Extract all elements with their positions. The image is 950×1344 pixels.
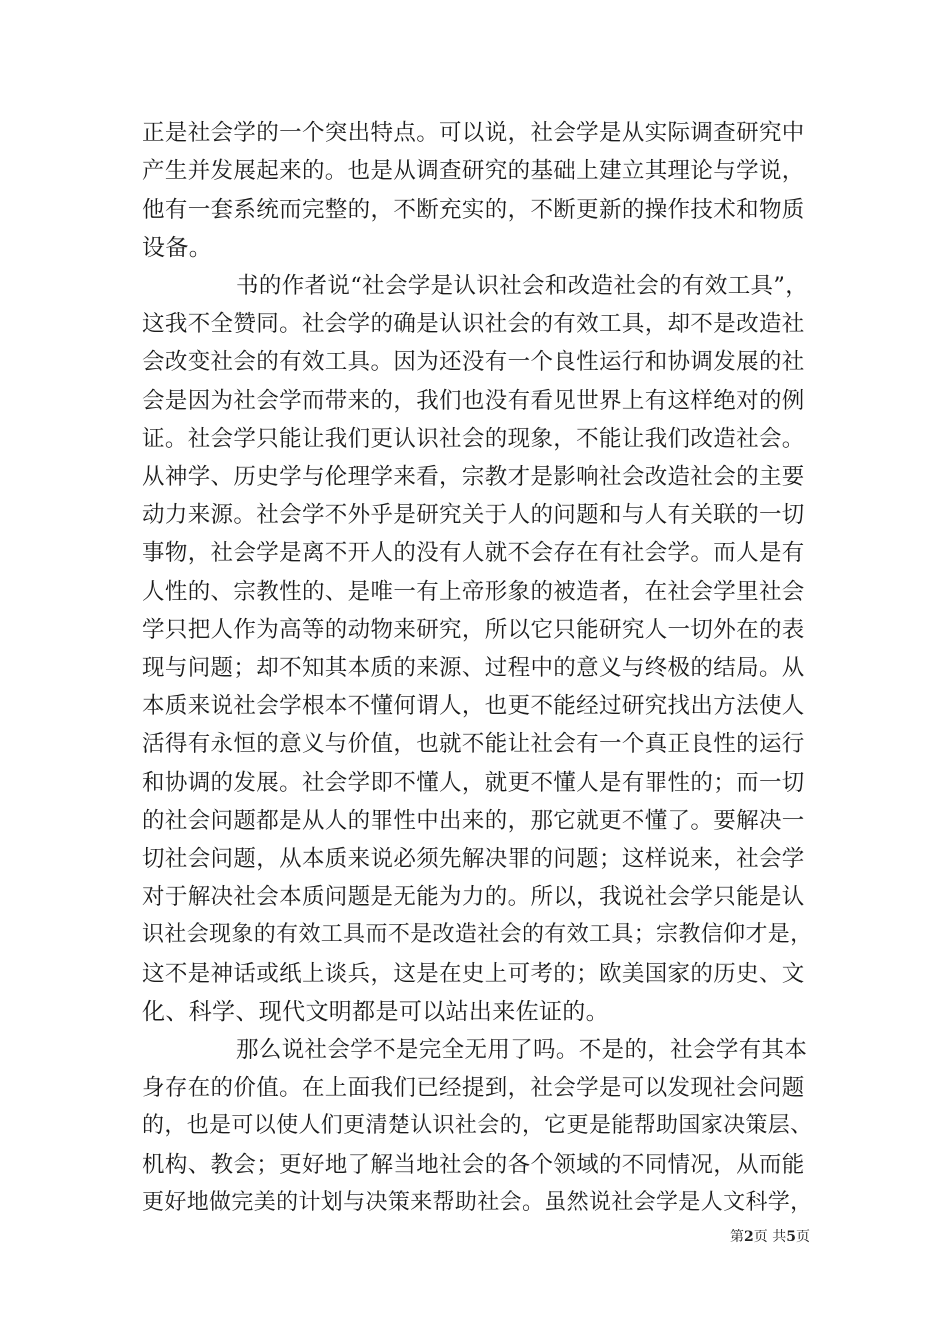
text-line: 的，也是可以使人们更清楚认识社会的，它更是能帮助国家决策层、 <box>142 1113 813 1138</box>
text-line: 学只把人作为高等的动物来研究，所以它只能研究人一切外在的表 <box>142 617 805 643</box>
text-line: 正是社会学的一个突出特点。可以说，社会学是从实际调查研究中 <box>142 120 805 146</box>
paragraph-first-line: 那么说社会学不是完全无用了吗。不是的，社会学有其本 <box>236 1037 808 1063</box>
text-line: 对于解决社会本质问题是无能为力的。所以，我说社会学只能是认 <box>142 884 805 910</box>
text-line: 切社会问题，从本质来说必须先解决罪的问题；这样说来，社会学 <box>142 846 805 872</box>
footer-middle: 页 共 <box>753 1229 787 1245</box>
text-line: 产生并发展起来的。也是从调查研究的基础上建立其理论与学说， <box>142 158 805 184</box>
total-page-number: 5 <box>786 1229 796 1245</box>
text-line: 他有一套系统而完整的，不断充实的，不断更新的操作技术和物质 <box>142 197 805 223</box>
text-line: 人性的、宗教性的、是唯一有上帝形象的被造者，在社会学里社会 <box>142 579 805 605</box>
text-line: 设备。 <box>142 235 213 261</box>
text-line: 身存在的价值。在上面我们已经提到，社会学是可以发现社会问题 <box>142 1075 805 1101</box>
text-line: 识社会现象的有效工具而不是改造社会的有效工具；宗教信仰才是， <box>142 922 813 947</box>
text-line: 会是因为社会学而带来的，我们也没有看见世界上有这样绝对的例 <box>142 388 805 414</box>
text-line: 从神学、历史学与伦理学来看，宗教才是影响社会改造社会的主要 <box>142 464 805 490</box>
current-page-number: 2 <box>744 1229 754 1245</box>
text-line: 和协调的发展。社会学即不懂人，就更不懂人是有罪性的；而一切 <box>142 770 805 796</box>
footer-prefix: 第 <box>730 1229 745 1245</box>
text-line: 本质来说社会学根本不懂何谓人，也更不能经过研究找出方法使人 <box>142 693 805 719</box>
text-line: 这不是神话或纸上谈兵，这是在史上可考的；欧美国家的历史、文 <box>142 961 805 987</box>
text-line: 的社会问题都是从人的罪性中出来的，那它就更不懂了。要解决一 <box>142 808 805 834</box>
page-number-footer <box>730 1228 810 1246</box>
text-line: 现与问题；却不知其本质的来源、过程中的意义与终极的结局。从 <box>142 655 805 681</box>
paragraph-first-line: 书的作者说“社会学是认识社会和改造社会的有效工具”， <box>236 273 809 299</box>
text-line: 化、科学、现代文明都是可以站出来佐证的。 <box>142 999 609 1025</box>
text-line: 活得有永恒的意义与价值，也就不能让社会有一个真正良性的运行 <box>142 731 805 757</box>
text-line: 机构、教会；更好地了解当地社会的各个领域的不同情况，从而能 <box>142 1152 805 1178</box>
footer-suffix: 页 <box>796 1229 810 1245</box>
text-line: 事物，社会学是离不开人的没有人就不会存在有社会学。而人是有 <box>142 540 805 566</box>
text-line: 会改变社会的有效工具。因为还没有一个良性运行和协调发展的社 <box>142 349 805 375</box>
text-line: 动力来源。社会学不外乎是研究关于人的问题和与人有关联的一切 <box>142 502 805 528</box>
text-line: 证。社会学只能让我们更认识社会的现象，不能让我们改造社会。 <box>142 426 805 452</box>
text-line: 这我不全赞同。社会学的确是认识社会的有效工具，却不是改造社 <box>142 311 805 337</box>
text-line: 更好地做完美的计划与决策来帮助社会。虽然说社会学是人文科学， <box>142 1190 813 1215</box>
